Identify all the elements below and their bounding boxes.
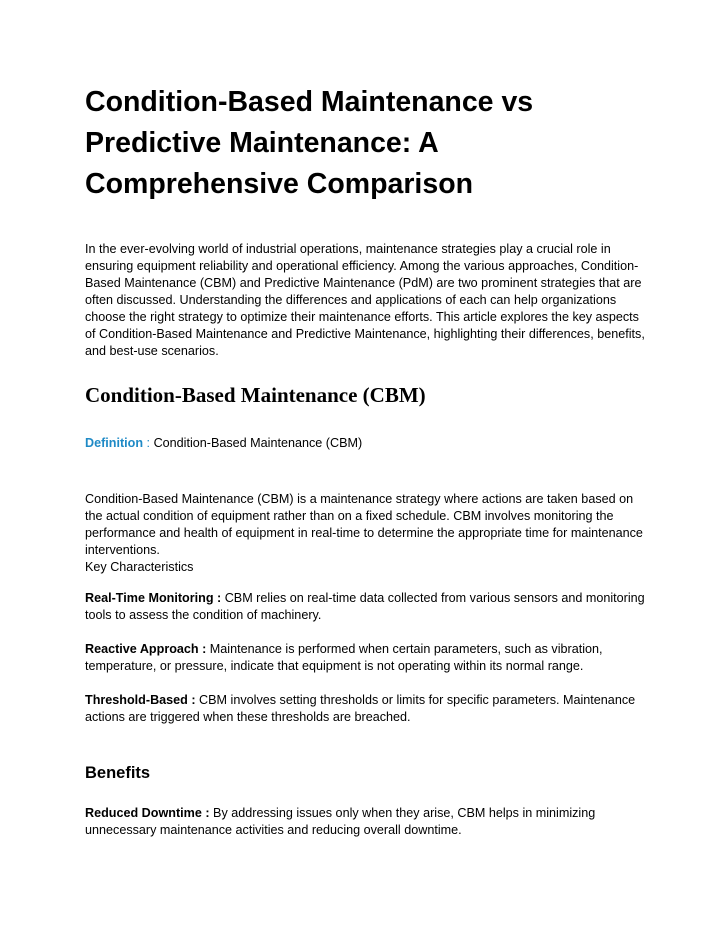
definition-line — [85, 435, 362, 452]
definition-label: Definition — [85, 436, 144, 450]
document-title: Condition-Based Maintenance vs Predictive Maintenance: A Comprehensive Comparison — [85, 86, 534, 200]
key-characteristics-label: Key Characteristics — [85, 560, 194, 574]
characteristic-text: CBM relies on real-time data collected from various sensors and monitoring tools to assess the condition of machinery. — [85, 591, 645, 622]
characteristic-real-time-monitoring — [85, 590, 645, 624]
benefits-heading: Benefits — [85, 764, 151, 782]
characteristic-label: Real-Time Monitoring : — [85, 591, 222, 605]
characteristic-label: Reactive Approach : — [85, 642, 207, 656]
characteristic-text: CBM involves setting thresholds or limits for specific parameters. Maintenance actions are triggered when these thresholds are breached. — [85, 693, 636, 724]
cbm-section-heading: Condition-Based Maintenance (CBM) — [85, 383, 426, 407]
intro-paragraph: In the ever-evolving world of industrial operations, maintenance strategies play a crucial role in ensuring equipment reliability and operational efficiency. Among the various approaches, Condition-Based Maintenance (CBM) and Predictive Maintenance (PdM) are two prominent strategies that are often discussed. Understanding the differences and applications of each can help organizations choose the right strategy to optimize their maintenance efforts. This article explores the key aspects of Condition-Based Maintenance and Predictive Maintenance, highlighting their differences, benefits, and best-use scenarios. — [85, 242, 645, 358]
benefit-text: By addressing issues only when they arise, CBM helps in minimizing unnecessary maintenance activities and reducing overall downtime. — [85, 806, 596, 837]
definition-text: Condition-Based Maintenance (CBM) — [153, 436, 363, 450]
cbm-description: Condition-Based Maintenance (CBM) is a maintenance strategy where actions are taken based on the actual condition of equipment rather than on a fixed schedule. CBM involves monitoring the performance and health of equipment in real-time to determine the appropriate time for maintenance interventions. — [85, 492, 643, 557]
definition-colon: : — [143, 436, 154, 450]
characteristic-reactive-approach — [85, 641, 645, 675]
characteristic-label: Threshold-Based : — [85, 693, 196, 707]
characteristic-text: Maintenance is performed when certain parameters, such as vibration, temperature, or pressure, indicate that equipment is not operating within its normal range. — [85, 642, 603, 673]
benefit-label: Reduced Downtime : — [85, 806, 210, 820]
characteristic-threshold-based — [85, 692, 645, 726]
benefit-reduced-downtime — [85, 805, 645, 839]
